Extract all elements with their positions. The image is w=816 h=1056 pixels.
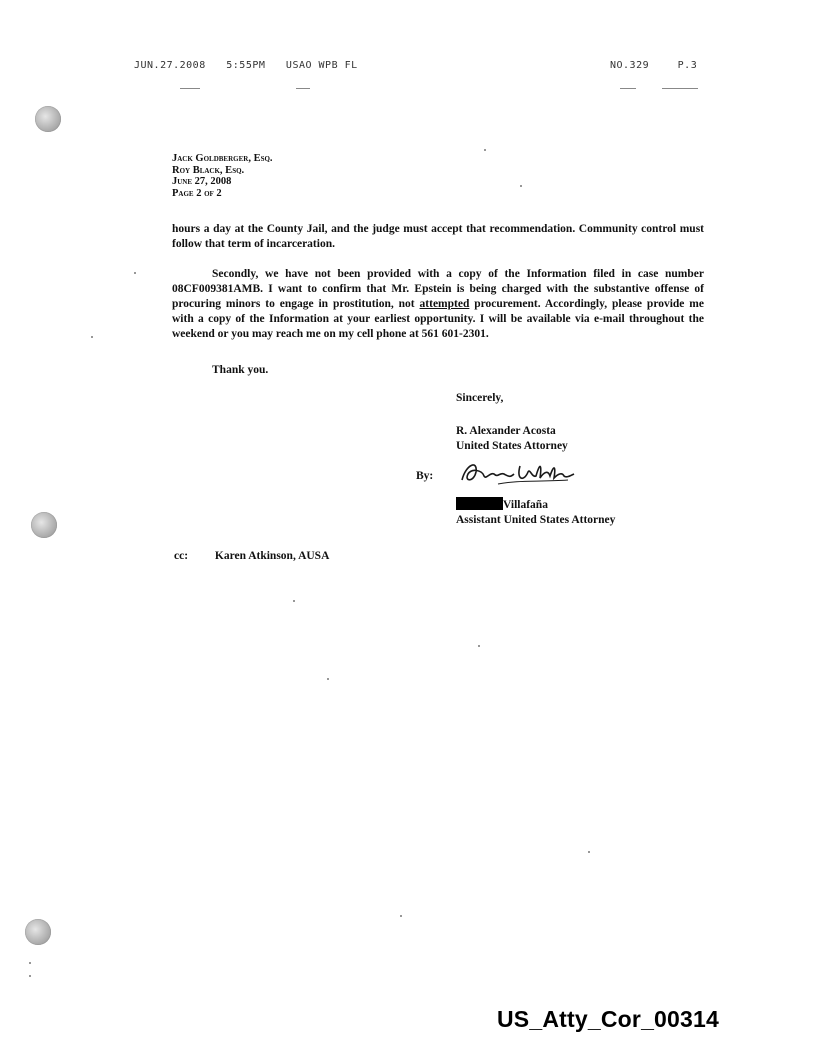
scan-speck: [29, 962, 31, 964]
handwritten-signature: [458, 458, 578, 488]
sincerely: Sincerely,: [456, 392, 504, 404]
fax-page: P.3: [677, 60, 698, 71]
fax-sender: USAO WPB FL: [285, 60, 358, 71]
cc-line: [174, 550, 329, 562]
assistant-block: [456, 497, 615, 528]
scan-speck: [327, 678, 329, 680]
scan-speck: [588, 851, 590, 853]
header-line: Jack Goldberger, Esq.: [172, 153, 273, 164]
underlined-word: attempted: [419, 298, 470, 310]
fax-dash: [296, 88, 310, 89]
fax-date: JUN.27.2008: [134, 60, 206, 71]
fax-dash: [662, 88, 698, 89]
header-line: June 27, 2008: [172, 176, 232, 187]
fax-header-right: [610, 60, 719, 71]
hole-punch: [31, 512, 57, 538]
fax-header-left: [134, 60, 372, 71]
body-paragraph-1: hours a day at the County Jail, and the judge must accept that recommendation. Community control must follow that term of incarceration.: [172, 223, 704, 250]
fax-time: 5:55PM: [226, 60, 266, 71]
hole-punch: [25, 919, 51, 945]
signer-title: United States Attorney: [456, 440, 568, 452]
by-label: By:: [416, 470, 434, 482]
scan-speck: [29, 975, 31, 977]
fax-number: NO.329: [610, 60, 650, 71]
thank-you: Thank you.: [212, 364, 269, 376]
assistant-title: Assistant United States Attorney: [456, 514, 616, 526]
scan-speck: [478, 645, 480, 647]
paragraph-text: Secondly, we have not been provided with a copy of the Information filed in case number 08CF009381AMB. I want to confirm that Mr. Epstein is being charged with the substantive offense of procuring minors to engage in prostitution, not: [172, 268, 704, 310]
fax-dash: [620, 88, 636, 89]
paragraph-text: procurement. Accordingly, please provide me with a copy of the Information at your earliest opportunity. I will be available via e-mail throughout the weekend or you may reach me on my cell phone at 561 601-2301.: [172, 298, 704, 340]
cc-label: cc:: [174, 550, 189, 562]
signer-block: [456, 424, 568, 454]
fax-dash: [180, 88, 200, 89]
scan-speck: [400, 915, 402, 917]
assistant-name: Villafaña: [503, 499, 548, 511]
body-paragraph-2: [172, 267, 704, 342]
letter-header: [172, 153, 273, 199]
bates-number: US_Atty_Cor_00314: [497, 1006, 720, 1032]
scan-speck: [293, 600, 295, 602]
signer-name: R. Alexander Acosta: [456, 425, 556, 437]
header-line: Page 2 of 2: [172, 187, 222, 199]
redaction-box: [456, 497, 503, 510]
scan-speck: [91, 336, 93, 338]
cc-recipient: Karen Atkinson, AUSA: [214, 550, 330, 562]
scan-speck: [520, 185, 522, 187]
hole-punch: [35, 106, 61, 132]
scan-speck: [484, 149, 486, 151]
header-line: Roy Black, Esq.: [172, 164, 245, 176]
scan-speck: [134, 272, 136, 274]
